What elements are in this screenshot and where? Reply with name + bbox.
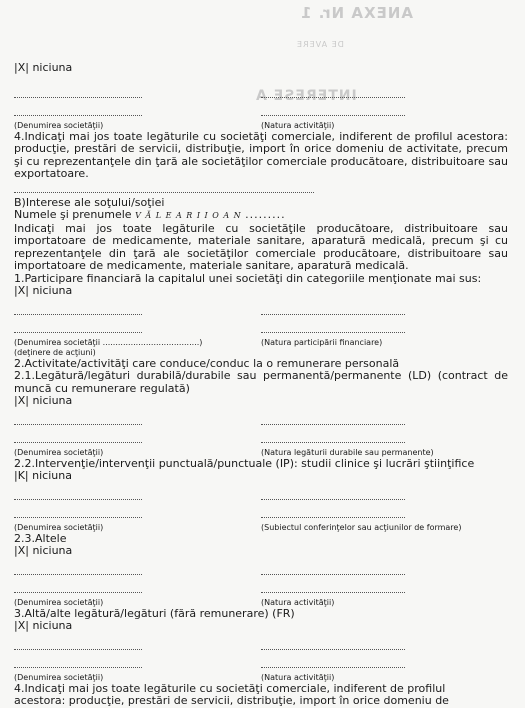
blank-line	[261, 580, 405, 593]
fill-lines	[14, 412, 508, 448]
option-none	[14, 62, 508, 75]
blank-line	[14, 412, 142, 425]
checkbox-checked[interactable]: |X|	[14, 61, 29, 74]
blank-line	[261, 562, 405, 575]
name-label: Numele şi prenumele	[14, 208, 132, 221]
section-b-intro: Indicaţi mai jos toate legăturile cu societăţile producătoare, distribuitoare sau importatoare de medicamente, materiale sanitare, aparatură medicală, precum şi cu reprezentanţele din ţară ale societăţilor comerciale producătoare, distribuitoare sau importatoare de medicamente, materiale sanitare, aparatură medicală.	[14, 221, 508, 272]
checkbox-checked[interactable]: |K|	[14, 469, 29, 482]
blank-line	[14, 430, 142, 443]
option-none	[14, 470, 508, 483]
question-2-2: 2.2.Intervenţie/intervenţii punctuală/punctuale (IP): studii clinice şi lucrări ştiinţifice	[14, 456, 475, 470]
caption-subiectul: (Subiectul conferinţelor sau acţiunilor de formare)	[261, 522, 462, 532]
document-page	[14, 62, 508, 708]
option-label: niciuna	[32, 544, 73, 557]
checkbox-checked[interactable]: |X|	[14, 544, 29, 557]
caption-natura: (Natura activităţii)	[261, 597, 335, 607]
blank-line	[261, 302, 405, 315]
blank-line	[14, 181, 314, 193]
option-label: niciuna	[32, 469, 72, 482]
bleed-through-heading: ANEXA Nr. 1	[300, 4, 413, 22]
fill-lines	[14, 637, 508, 673]
option-none	[14, 620, 508, 633]
blank-line	[261, 430, 405, 443]
fill-lines	[14, 85, 508, 121]
question-1: 1.Participare financiară la capitalul unei societăţi din categoriile menţionate mai sus:	[14, 271, 482, 285]
option-label: niciuna	[32, 394, 73, 407]
question-2-3: 2.3.Altele	[14, 531, 67, 545]
question-3: 3.Altă/alte legătură/legături (fără remunerare) (FR)	[14, 606, 295, 620]
blank-line	[14, 655, 142, 668]
option-label: niciuna	[32, 619, 73, 632]
fill-lines	[14, 302, 508, 338]
blank-line	[14, 320, 142, 333]
caption-denumirea: (Denumirea societăţii)	[14, 597, 104, 607]
blank-line	[261, 412, 405, 425]
question-2-1: 2.1.Legătură/legături durabilă/durabile sau permanentă/permanente (LD) (contract de muncă cu remunerare regulată)	[14, 369, 508, 395]
blank-line	[261, 103, 405, 116]
question-4-repeat-cont: acestora: producţie, prestări de servicii, distribuţie, import în orice domeniu de	[14, 695, 449, 707]
blank-line	[261, 487, 405, 500]
spouse-name-row: Numele şi prenumele V Ă L E A R I I O A N .........	[14, 208, 286, 221]
fill-lines	[14, 562, 508, 598]
caption-natura-ld: (Natura legăturii durabile sau permanente)	[261, 447, 434, 457]
caption-denumirea: (Denumirea societăţii)	[14, 672, 104, 682]
option-label: niciuna	[32, 61, 73, 74]
caption-denumirea: (Denumirea societăţii)	[14, 522, 104, 532]
checkbox-checked[interactable]: |X|	[14, 619, 29, 632]
caption-natura: (Natura activităţii)	[261, 672, 335, 682]
blank-line	[261, 655, 405, 668]
question-4: 4.Indicaţi mai jos toate legăturile cu societăţi comerciale, indiferent de profilul acestora: producţie, prestări de servicii, distribuţie, import în orice domeniu de activitate, precum şi cu reprezentanţele din ţară ale societăţilor comerciale producătoare, distribuitoare sau exportatoare.	[14, 129, 508, 180]
option-label: niciuna	[32, 284, 73, 297]
option-none	[14, 545, 508, 558]
question-4-repeat: 4.Indicaţi mai jos toate legăturile cu societăţi comerciale, indiferent de profilul	[14, 681, 446, 695]
caption-denumirea: (Denumirea societăţii)	[14, 120, 104, 130]
caption-natura: (Natura activităţii)	[261, 120, 335, 130]
bleed-through-mid: INTERESE A	[255, 88, 357, 104]
blank-line	[261, 320, 405, 333]
question-2: 2.Activitate/activităţi care conduce/conduc la o remunerare personală	[14, 356, 400, 370]
checkbox-checked[interactable]: |X|	[14, 284, 29, 297]
blank-line	[14, 302, 142, 315]
caption-denumirea: (Denumirea societăţii ......................................)	[14, 337, 203, 347]
blank-line	[261, 505, 405, 518]
option-none	[14, 285, 508, 298]
section-b-title: B)Interese ale soţului/soţiei	[14, 195, 165, 209]
blank-line	[14, 85, 142, 98]
blank-line	[14, 505, 142, 518]
blank-line	[14, 487, 142, 500]
blank-line	[261, 85, 405, 98]
blank-line	[261, 637, 405, 650]
option-none	[14, 395, 508, 408]
checkbox-checked[interactable]: |X|	[14, 394, 29, 407]
fill-lines	[14, 487, 508, 523]
bleed-through-small: DE AVERE	[296, 40, 344, 49]
caption-detinere: (deţinere de acţiuni)	[14, 347, 96, 357]
caption-denumirea: (Denumirea societăţii)	[14, 447, 104, 457]
handwritten-name: V Ă L E A R I I O A N	[135, 211, 242, 220]
caption-natura-participarii: (Natura participării financiare)	[261, 337, 383, 347]
blank-line	[14, 637, 142, 650]
blank-line	[14, 580, 142, 593]
blank-line	[14, 103, 142, 116]
blank-line	[14, 562, 142, 575]
